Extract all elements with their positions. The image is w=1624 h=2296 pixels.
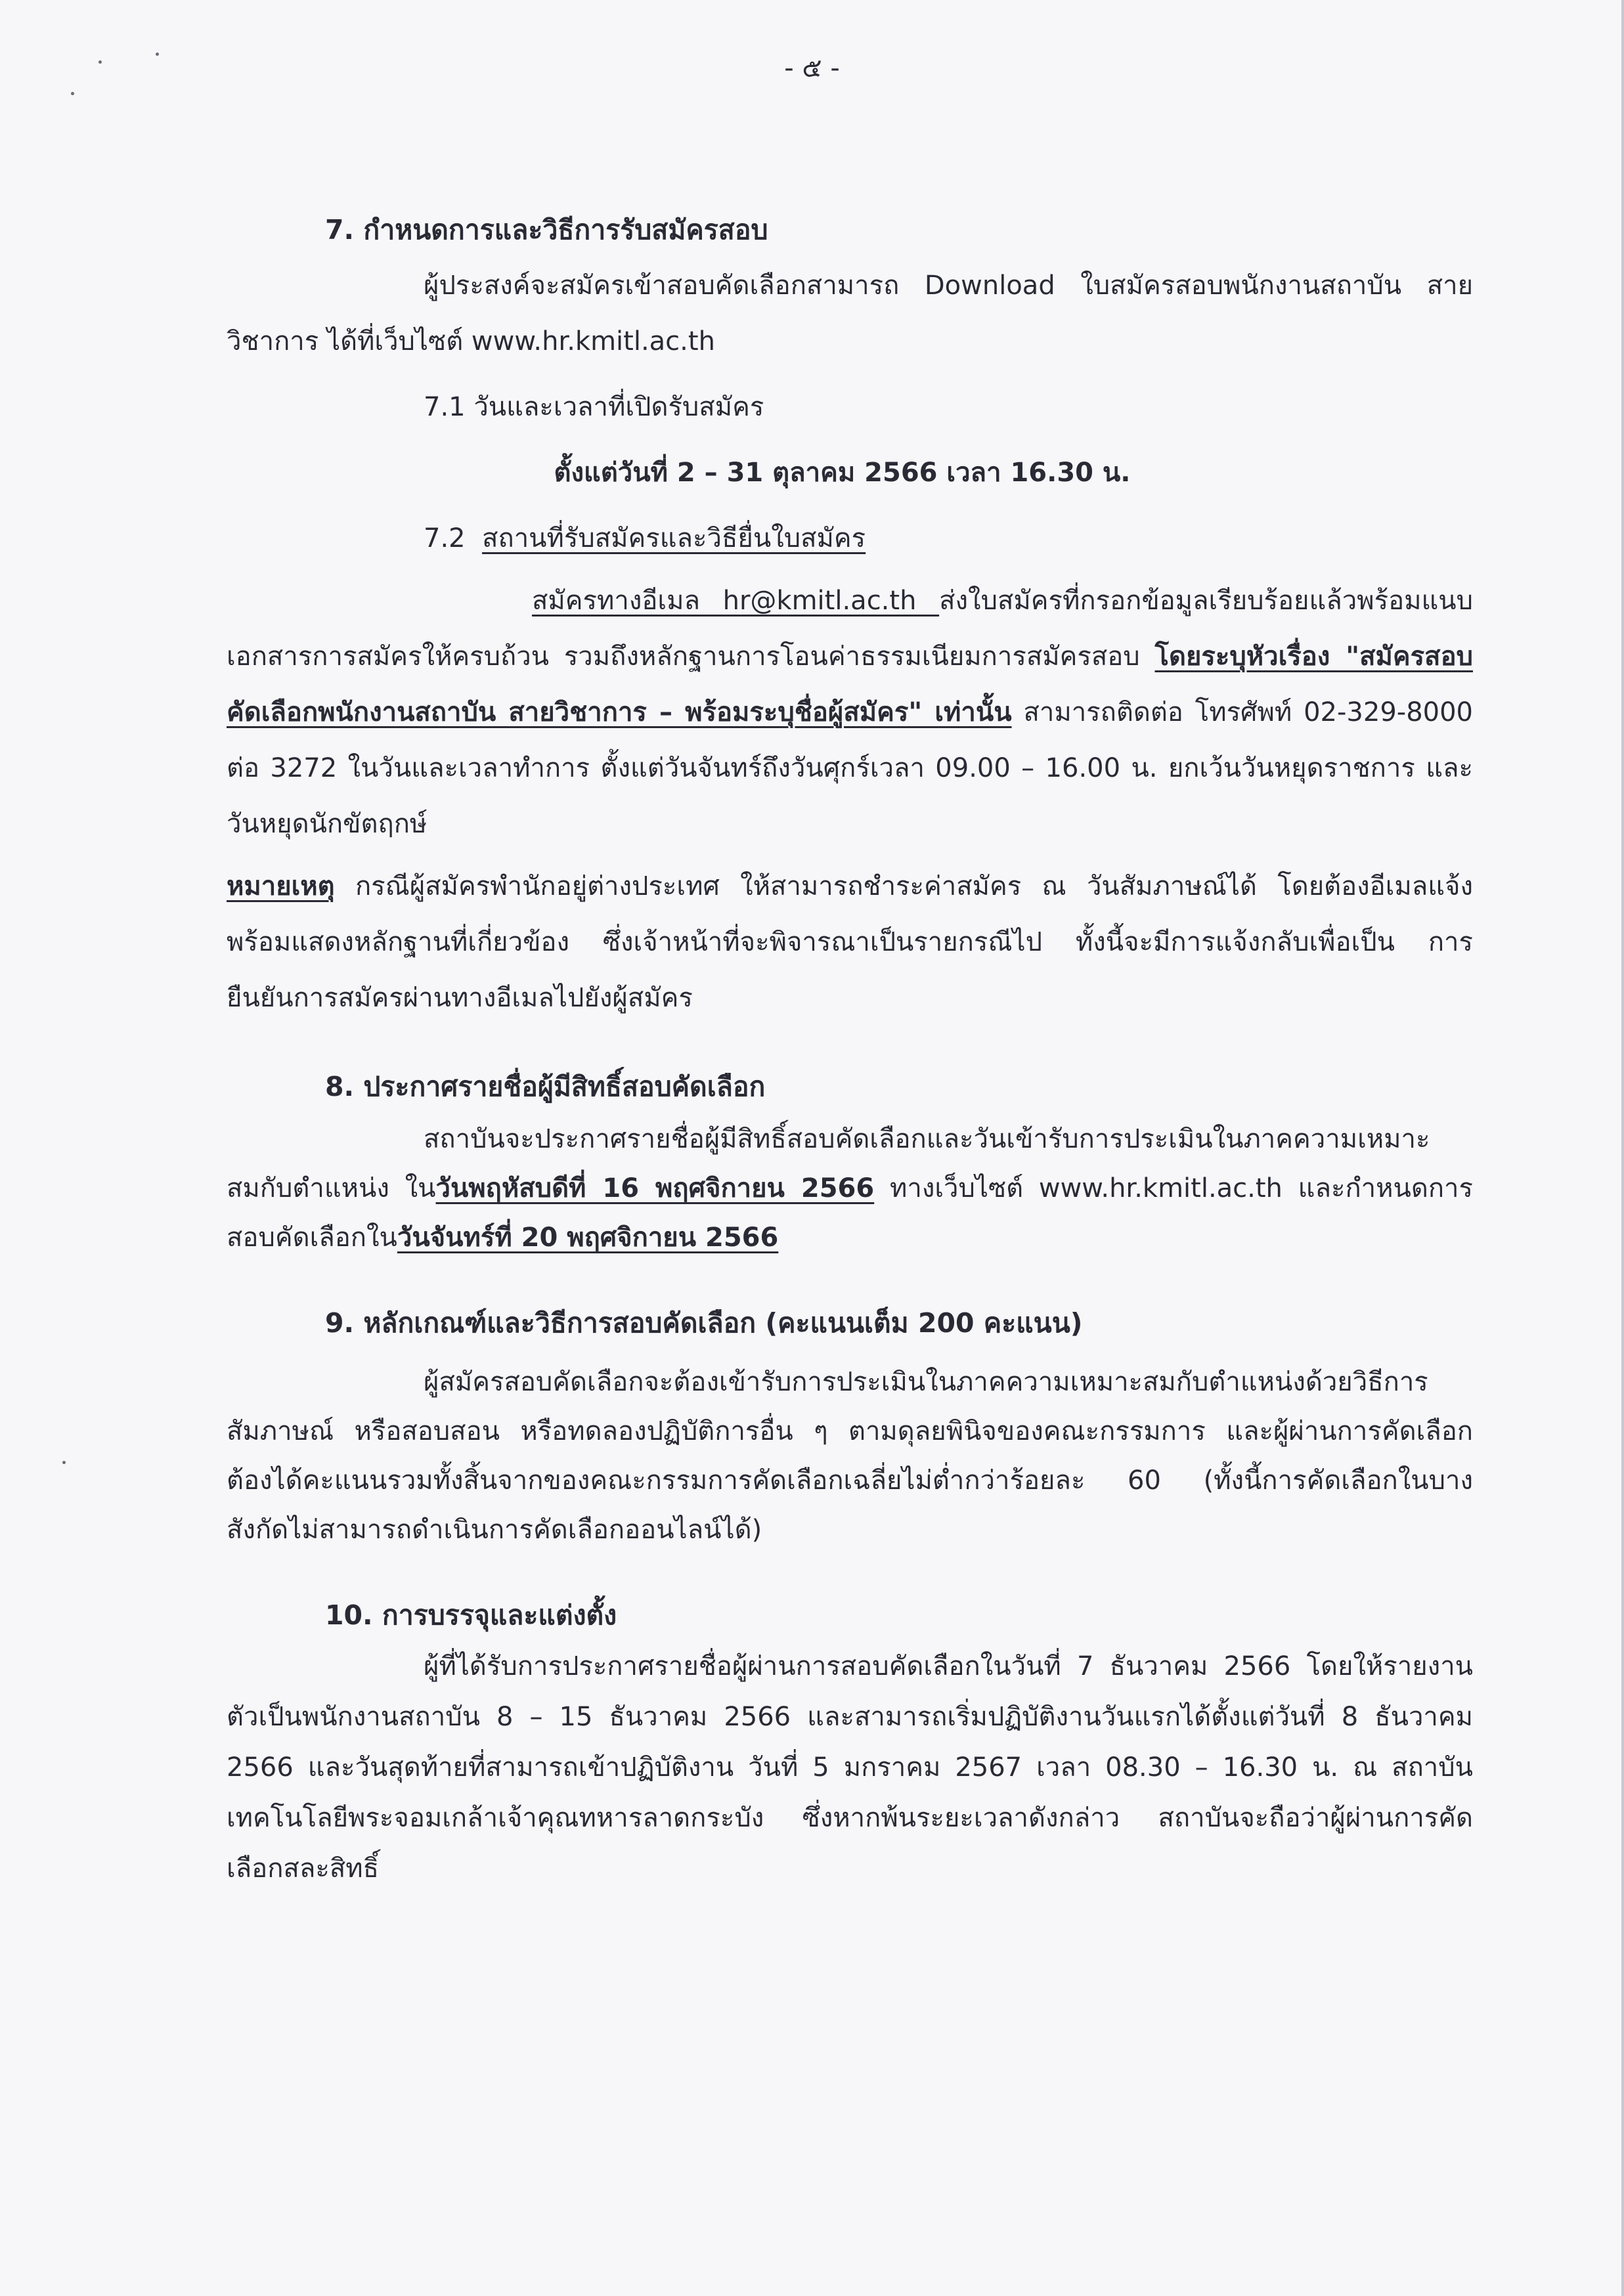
- announcement-date: วันพฤหัสบดีที่ 16 พฤศจิกายน 2566: [435, 1173, 875, 1203]
- section-8-line-3: [227, 1218, 1458, 1257]
- section-10-heading: 10. การบรรจุและแต่งตั้ง: [325, 1599, 617, 1631]
- section-10-line-1: ผู้ที่ได้รับการประกาศรายชื่อผู้ผ่านการสอบคัดเลือกในวันที่ 7 ธันวาคม 2566 โดยให้รายงาน: [424, 1651, 1473, 1681]
- scan-speck: [71, 92, 74, 95]
- section-9-line-3: ต้องได้คะแนนรวมทั้งสิ้นจากของคณะกรรมการคัดเลือกเฉลี่ยไม่ต่ำกว่าร้อยละ 60 (ทั้งนี้การคัดเลือกในบาง: [227, 1465, 1473, 1496]
- subsection-7-1-label: 7.1 วันและเวลาที่เปิดรับสมัคร: [424, 392, 764, 422]
- email-apply-line: [532, 581, 1473, 620]
- section-10-line-3: 2566 และวันสุดท้ายที่สามารถเข้าปฏิบัติงาน วันที่ 5 มกราคม 2567 เวลา 08.30 – 16.30 น. ณ สถาบัน: [227, 1752, 1473, 1783]
- section-10-line-4: เทคโนโลยีพระจอมเกล้าเจ้าคุณทหารลาดกระบัง ซึ่งหากพ้นระยะเวลาดังกล่าว สถาบันจะถือว่าผู้ผ่านการคัด: [227, 1803, 1473, 1833]
- note-line-1: [227, 867, 1473, 906]
- subsection-7-2-title: [424, 519, 1458, 558]
- documents-line: [227, 637, 1473, 676]
- note-text-1: กรณีผู้สมัครพำนักอยู่ต่างประเทศ ให้สามารถชำระค่าสมัคร ณ วันสัมภาษณ์ได้ โดยต้องอีเมลแจ้ง: [334, 871, 1473, 901]
- documents-text: เอกสารการสมัครให้ครบถ้วน รวมถึงหลักฐานการโอนค่าธรรมเนียมการสมัครสอบ: [227, 641, 1155, 672]
- section-8-line-2: [227, 1169, 1473, 1208]
- section-9-line-2: สัมภาษณ์ หรือสอบสอน หรือทดลองปฏิบัติการอื่น ๆ ตามดุลยพินิจของคณะกรรมการ และผู้ผ่านการคัดเลือก: [227, 1416, 1473, 1446]
- section-9-line-4: สังกัดไม่สามารถดำเนินการคัดเลือกออนไลน์ได้): [227, 1515, 762, 1545]
- subject-instruction: โดยระบุหัวเรื่อง "สมัครสอบ: [1154, 641, 1473, 672]
- page-number: - ๕ -: [784, 53, 840, 83]
- section-7-intro-line-1: ผู้ประสงค์จะสมัครเข้าสอบคัดเลือกสามารถ Download ใบสมัครสอบพนักงานสถาบัน สาย: [424, 271, 1473, 301]
- section-7-intro-line-2: วิชาการ ได้ที่เว็บไซต์ www.hr.kmitl.ac.th: [227, 326, 715, 357]
- section-10-line-2: ตัวเป็นพนักงานสถาบัน 8 – 15 ธันวาคม 2566 และสามารถเริ่มปฏิบัติงานวันแรกได้ตั้งแต่วันที่ 8 ธันวาคม: [227, 1702, 1473, 1732]
- section-8-line-3-pre: สอบคัดเลือกใน: [227, 1223, 397, 1253]
- section-9-line-1: ผู้สมัครสอบคัดเลือกจะต้องเข้ารับการประเมินในภาคความเหมาะสมกับตำแหน่งด้วยวิธีการ: [424, 1367, 1428, 1397]
- note-line-2: พร้อมแสดงหลักฐานที่เกี่ยวข้อง ซึ่งเจ้าหน้าที่จะพิจารณาเป็นรายกรณีไป ทั้งนี้จะมีการแจ้งกลับเพื่อเป็น การ: [227, 927, 1473, 957]
- email-apply-text: สมัครทางอีเมล hr@kmitl.ac.th: [532, 586, 940, 616]
- subsection-7-2-number: 7.2: [424, 523, 466, 553]
- subsection-7-1-date: ตั้งแต่วันที่ 2 – 31 ตุลาคม 2566 เวลา 16.30 น.: [554, 458, 1131, 488]
- section-8-heading: 8. ประกาศรายชื่อผู้มีสิทธิ์สอบคัดเลือก: [325, 1071, 766, 1102]
- section-7-heading: 7. กำหนดการและวิธีการรับสมัครสอบ: [325, 214, 768, 246]
- contact-hours-line: ต่อ 3272 ในวันและเวลาทำการ ตั้งแต่วันจันทร์ถึงวันศุกร์เวลา 09.00 – 16.00 น. ยกเว้นวันหยุดราชการ และ: [227, 753, 1473, 783]
- section-8-line-2-pre: สมกับตำแหน่ง ใน: [227, 1173, 436, 1203]
- email-apply-rest: ส่งใบสมัครที่กรอกข้อมูลเรียบร้อยแล้วพร้อมแนบ: [939, 586, 1473, 616]
- scan-speck: [62, 1461, 66, 1464]
- contact-phone: สามารถติดต่อ โทรศัพท์ 02-329-8000: [1011, 697, 1473, 727]
- holiday-line: วันหยุดนักขัตฤกษ์: [227, 809, 428, 839]
- note-label: หมายเหตุ: [227, 871, 335, 901]
- section-8-line-1: สถาบันจะประกาศรายชื่อผู้มีสิทธิ์สอบคัดเลือกและวันเข้ารับการประเมินในภาคความเหมาะ: [424, 1124, 1430, 1154]
- subject-format: คัดเลือกพนักงานสถาบัน สายวิชาการ – พร้อมระบุชื่อผู้สมัคร" เท่านั้น: [227, 697, 1012, 727]
- exam-date: วันจันทร์ที่ 20 พฤศจิกายน 2566: [397, 1223, 779, 1253]
- subject-line: [227, 693, 1473, 732]
- subsection-7-2-label: สถานที่รับสมัครและวิธียื่นใบสมัคร: [482, 523, 866, 553]
- page-edge: [1621, 0, 1624, 2296]
- section-9-heading: 9. หลักเกณฑ์และวิธีการสอบคัดเลือก (คะแนนเต็ม 200 คะแนน): [325, 1307, 1083, 1339]
- note-line-3: ยืนยันการสมัครผ่านทางอีเมลไปยังผู้สมัคร: [227, 983, 693, 1013]
- section-8-line-2-post: ทางเว็บไซต์ www.hr.kmitl.ac.th และกำหนดการ: [874, 1173, 1473, 1203]
- section-10-line-5: เลือกสละสิทธิ์: [227, 1853, 380, 1884]
